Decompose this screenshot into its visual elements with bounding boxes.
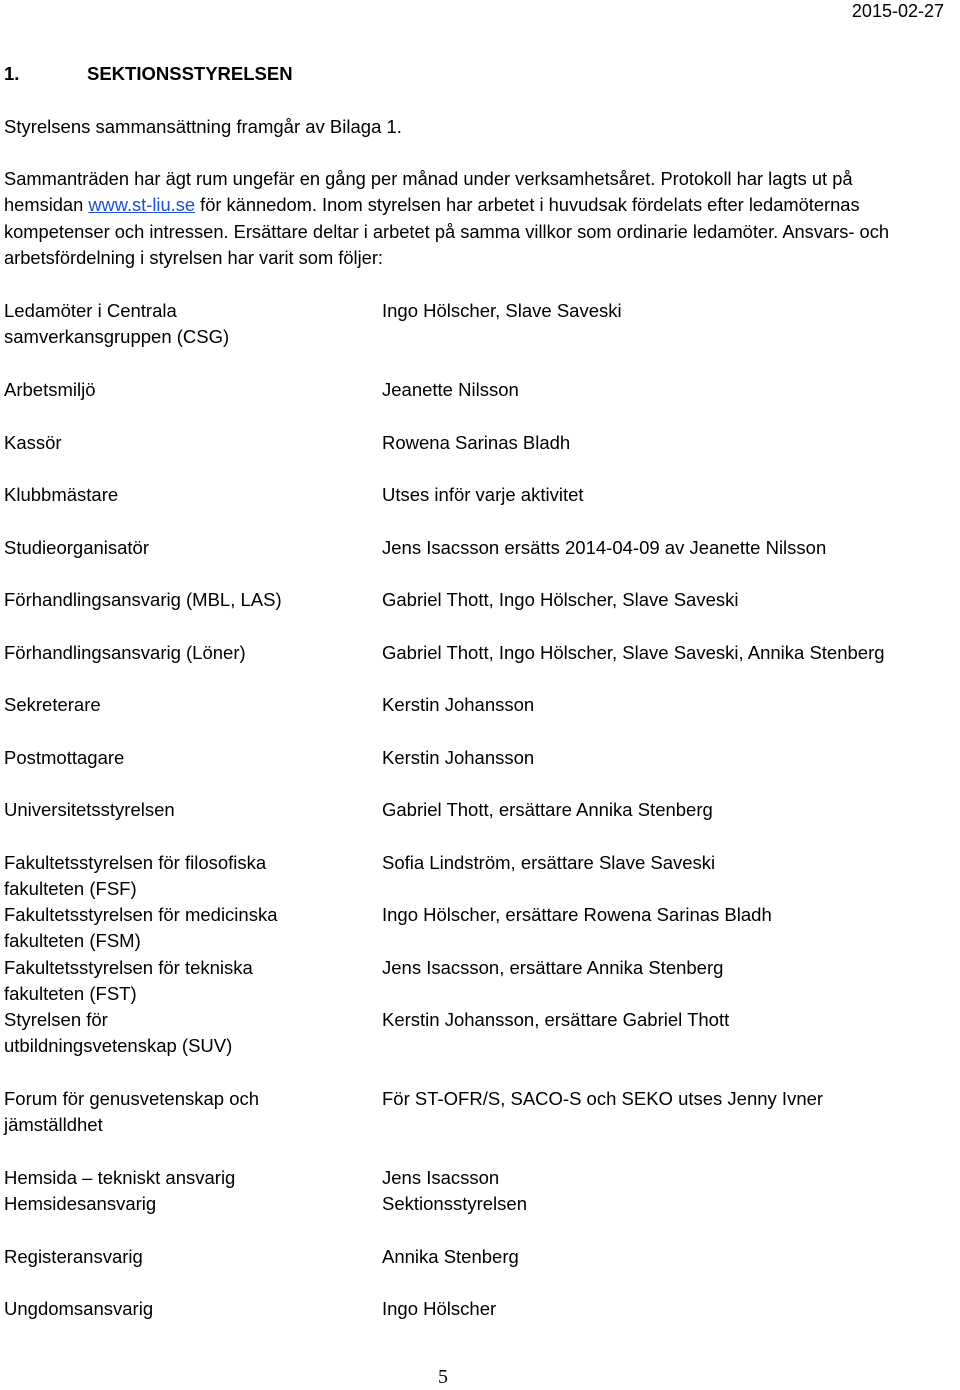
- paragraph-line-2-end: för kännedom. Inom styrelsen har arbetet i huvudsak fördelats efter ledamöternas: [195, 194, 860, 216]
- role-label: fakulteten (FSF): [4, 878, 137, 900]
- assignee-name: Gabriel Thott, Ingo Hölscher, Slave Saveski, Annika Stenberg: [382, 642, 885, 663]
- document-date: 2015-02-27: [851, 1, 944, 21]
- role-cell: [4, 640, 246, 666]
- assignee-name: Ingo Hölscher: [382, 1298, 497, 1319]
- role-cell: [4, 1086, 259, 1139]
- role-label: fakulteten (FSM): [4, 930, 141, 952]
- role-label: Arbetsmiljö: [4, 379, 96, 400]
- role-cell: [4, 902, 278, 955]
- page-number: 5: [438, 1366, 448, 1388]
- role-label: Styrelsen för: [4, 1009, 108, 1030]
- assignee-cell: [382, 745, 534, 771]
- role-label: jämställdhet: [4, 1114, 103, 1136]
- role-label: Registeransvarig: [4, 1246, 143, 1267]
- assignee-cell: [382, 430, 570, 456]
- paragraph-line-3: kompetenser och intressen. Ersättare deltar i arbetet på samma villkor som ordinarie ledamöter. Ansvars- och: [4, 220, 890, 242]
- role-cell: [4, 692, 101, 718]
- assignee-name: Gabriel Thott, Ingo Hölscher, Slave Saveski: [382, 589, 739, 610]
- role-label: Ungdomsansvarig: [4, 1298, 154, 1319]
- paragraph-line-4: arbetsfördelning i styrelsen har varit som följer:: [4, 246, 383, 268]
- role-cell: [4, 1007, 232, 1060]
- role-label: Förhandlingsansvarig (Löner): [4, 642, 246, 663]
- role-cell: [4, 955, 253, 1008]
- role-cell: [4, 850, 266, 903]
- role-cell: [4, 535, 149, 561]
- role-cell: [4, 482, 118, 508]
- role-label: Förhandlingsansvarig (MBL, LAS): [4, 589, 282, 610]
- role-label: Sekreterare: [4, 694, 101, 715]
- assignee-cell: [382, 1296, 496, 1322]
- assignee-cell: [382, 692, 534, 718]
- assignee-name: Kerstin Johansson: [382, 747, 535, 768]
- role-cell: [4, 1244, 143, 1270]
- assignee-name: Jens Isacsson ersätts 2014-04-09 av Jeanette Nilsson: [382, 537, 827, 558]
- assignee-name: Rowena Sarinas Bladh: [382, 432, 571, 453]
- role-label: utbildningsvetenskap (SUV): [4, 1035, 233, 1057]
- assignee-cell: [382, 902, 772, 928]
- assignee-name: Ingo Hölscher, Slave Saveski: [382, 300, 622, 321]
- assignee-name: Ingo Hölscher, ersättare Rowena Sarinas Bladh: [382, 904, 772, 925]
- paragraph-line-2: [4, 192, 889, 218]
- role-label: Hemsida – tekniskt ansvarig: [4, 1167, 236, 1188]
- assignee-name: Sektionsstyrelsen: [382, 1193, 527, 1215]
- role-label: samverkansgruppen (CSG): [4, 326, 230, 348]
- assignee-cell: [382, 482, 584, 508]
- role-label: fakulteten (FST): [4, 983, 137, 1005]
- role-label: Klubbmästare: [4, 484, 119, 505]
- assignee-name: Jens Isacsson, ersättare Annika Stenberg: [382, 957, 724, 978]
- assignee-name: Jeanette Nilsson: [382, 379, 519, 400]
- assignee-cell: [382, 955, 723, 981]
- role-label: Kassör: [4, 432, 62, 453]
- section-heading: [4, 61, 293, 87]
- assignee-cell: [382, 535, 826, 561]
- assignee-cell: [382, 1086, 823, 1112]
- assignee-name: Annika Stenberg: [382, 1246, 519, 1267]
- assignee-name: Gabriel Thott, ersättare Annika Stenberg: [382, 799, 713, 820]
- assignee-name: Kerstin Johansson: [382, 694, 535, 715]
- assignee-cell: [382, 797, 713, 823]
- assignee-cell: [382, 1165, 527, 1218]
- assignee-cell: [382, 640, 885, 666]
- assignee-name: Sofia Lindström, ersättare Slave Saveski: [382, 852, 716, 873]
- assignee-name: Jens Isacsson: [382, 1167, 500, 1188]
- role-cell: [4, 587, 282, 613]
- role-label: Forum för genusvetenskap och: [4, 1088, 260, 1109]
- section-title: SEKTIONSSTYRELSEN: [87, 63, 293, 84]
- assignee-cell: [382, 1244, 519, 1270]
- assignee-name: För ST-OFR/S, SACO-S och SEKO utses Jenny Ivner: [382, 1088, 824, 1109]
- assignee-cell: [382, 850, 715, 876]
- role-label: Universitetsstyrelsen: [4, 799, 175, 820]
- paragraph-line-1: Sammanträden har ägt rum ungefär en gång per månad under verksamhetsåret. Protokoll har lagts ut på: [4, 168, 853, 189]
- assignee-cell: [382, 1007, 729, 1033]
- website-link[interactable]: www.st-liu.se: [88, 194, 196, 216]
- role-label: Studieorganisatör: [4, 537, 150, 558]
- role-cell: [4, 1296, 153, 1322]
- role-cell: [4, 797, 175, 823]
- assignee-cell: [382, 377, 519, 403]
- role-cell: [4, 1165, 235, 1218]
- assignee-name: Kerstin Johansson, ersättare Gabriel Thott: [382, 1009, 730, 1030]
- role-cell: [4, 377, 96, 403]
- assignee-name: Utses inför varje aktivitet: [382, 484, 584, 505]
- section-number: 1.: [4, 63, 20, 84]
- role-label: Ledamöter i Centrala: [4, 300, 177, 321]
- assignee-cell: [382, 298, 622, 324]
- role-label: Postmottagare: [4, 747, 125, 768]
- role-label: Fakultetsstyrelsen för medicinska: [4, 904, 278, 925]
- role-label: Fakultetsstyrelsen för filosofiska: [4, 852, 267, 873]
- role-cell: [4, 298, 229, 351]
- description-paragraph: [4, 166, 889, 271]
- role-cell: [4, 745, 124, 771]
- role-label: Fakultetsstyrelsen för tekniska: [4, 957, 253, 978]
- role-cell: [4, 430, 62, 456]
- assignee-cell: [382, 587, 738, 613]
- role-label: Hemsidesansvarig: [4, 1193, 157, 1215]
- intro-text: Styrelsens sammansättning framgår av Bilaga 1.: [4, 116, 402, 137]
- paragraph-line-2-start: hemsidan: [4, 194, 89, 216]
